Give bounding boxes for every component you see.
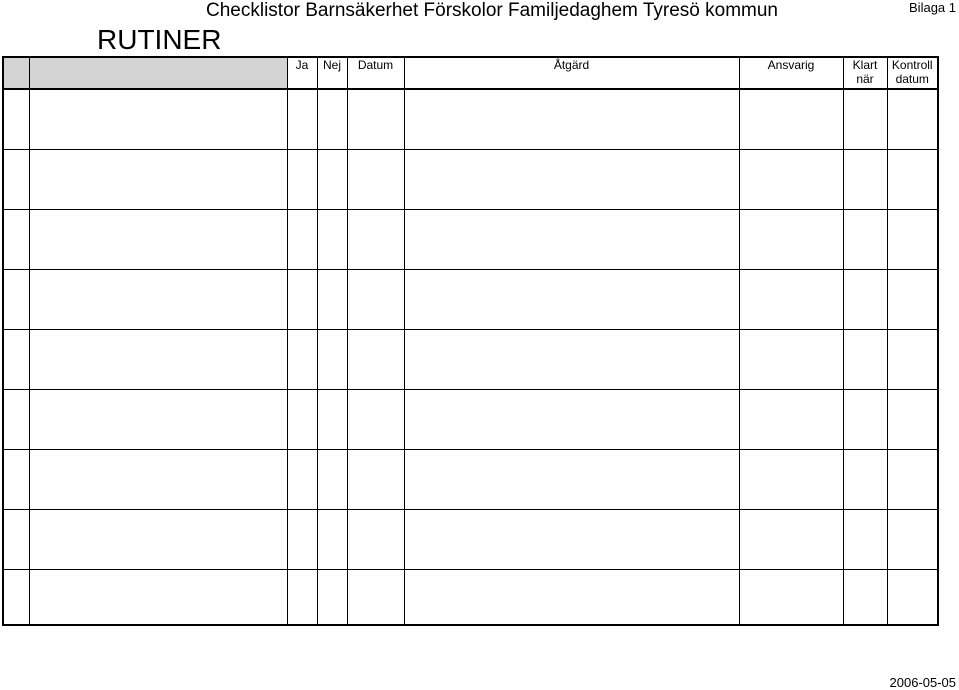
index-cell[interactable] [3,150,29,210]
table-row [3,570,938,626]
ja-cell[interactable] [287,450,317,510]
item-cell[interactable] [29,210,287,270]
ansvarig-cell[interactable] [739,510,843,570]
atgard-cell[interactable] [404,150,739,210]
ja-cell[interactable] [287,270,317,330]
ansvarig-cell[interactable] [739,270,843,330]
column-label: Nej [322,58,341,72]
nej-cell[interactable] [317,450,347,510]
datum-cell[interactable] [347,150,404,210]
item-cell[interactable] [29,89,287,150]
ansvarig-cell[interactable] [739,210,843,270]
atgard-cell[interactable] [404,510,739,570]
nej-cell[interactable] [317,330,347,390]
kontroll-datum-cell[interactable] [887,150,938,210]
kontroll-datum-cell[interactable] [887,570,938,626]
klart-nar-cell[interactable] [843,270,887,330]
table-row [3,210,938,270]
kontroll-datum-cell[interactable] [887,330,938,390]
klart-nar-cell[interactable] [843,210,887,270]
datum-cell[interactable] [347,510,404,570]
section-heading: RUTINER [97,24,222,55]
klart-nar-cell[interactable] [843,89,887,150]
ansvarig-cell[interactable] [739,330,843,390]
column-label: Datum [357,58,394,72]
index-cell[interactable] [3,570,29,626]
ja-cell[interactable] [287,89,317,150]
index-cell[interactable] [3,330,29,390]
ja-cell[interactable] [287,210,317,270]
datum-cell[interactable] [347,210,404,270]
kontroll-datum-cell[interactable] [887,390,938,450]
table-row [3,89,938,150]
table-row [3,150,938,210]
nej-cell[interactable] [317,150,347,210]
column-header-klart-nar [843,57,887,89]
table-row [3,270,938,330]
datum-cell[interactable] [347,450,404,510]
ansvarig-cell[interactable] [739,450,843,510]
column-header-ansvarig [739,57,843,89]
ja-cell[interactable] [287,330,317,390]
index-cell[interactable] [3,510,29,570]
kontroll-datum-cell[interactable] [887,450,938,510]
nej-cell[interactable] [317,510,347,570]
ansvarig-cell[interactable] [739,570,843,626]
ja-cell[interactable] [287,510,317,570]
kontroll-datum-cell[interactable] [887,270,938,330]
index-cell[interactable] [3,390,29,450]
index-cell[interactable] [3,450,29,510]
index-cell[interactable] [3,210,29,270]
ja-cell[interactable] [287,570,317,626]
ja-cell[interactable] [287,150,317,210]
atgard-cell[interactable] [404,570,739,626]
atgard-cell[interactable] [404,390,739,450]
item-cell[interactable] [29,390,287,450]
table-header-row [3,57,938,89]
table-row [3,390,938,450]
klart-nar-cell[interactable] [843,330,887,390]
index-cell[interactable] [3,89,29,150]
index-cell[interactable] [3,270,29,330]
datum-cell[interactable] [347,570,404,626]
header-blank-index [3,57,29,89]
ansvarig-cell[interactable] [739,390,843,450]
nej-cell[interactable] [317,89,347,150]
column-label: datum [895,72,929,86]
nej-cell[interactable] [317,390,347,450]
column-label: Åtgärd [553,58,590,72]
column-label: Ansvarig [767,58,815,72]
kontroll-datum-cell[interactable] [887,89,938,150]
klart-nar-cell[interactable] [843,450,887,510]
klart-nar-cell[interactable] [843,150,887,210]
table-row [3,510,938,570]
atgard-cell[interactable] [404,210,739,270]
document-date: 2006-05-05 [889,675,956,690]
datum-cell[interactable] [347,330,404,390]
klart-nar-cell[interactable] [843,570,887,626]
item-cell[interactable] [29,450,287,510]
column-header-nej [317,57,347,89]
datum-cell[interactable] [347,89,404,150]
ansvarig-cell[interactable] [739,89,843,150]
klart-nar-cell[interactable] [843,510,887,570]
item-cell[interactable] [29,270,287,330]
kontroll-datum-cell[interactable] [887,210,938,270]
nej-cell[interactable] [317,210,347,270]
ansvarig-cell[interactable] [739,150,843,210]
column-header-ja [287,57,317,89]
table-row [3,450,938,510]
datum-cell[interactable] [347,270,404,330]
atgard-cell[interactable] [404,89,739,150]
atgard-cell[interactable] [404,330,739,390]
nej-cell[interactable] [317,570,347,626]
nej-cell[interactable] [317,270,347,330]
table-row [3,330,938,390]
column-header-atgard [404,57,739,89]
column-label: Kontroll [891,58,933,72]
item-cell[interactable] [29,150,287,210]
item-cell[interactable] [29,510,287,570]
document-title: Checklistor Barnsäkerhet Förskolor Familjedaghem Tyresö kommun [206,0,778,21]
column-label: Klart [852,58,878,72]
attachment-label: Bilaga 1 [909,0,956,15]
datum-cell[interactable] [347,390,404,450]
column-label: när [856,72,874,86]
ja-cell[interactable] [287,390,317,450]
atgard-cell[interactable] [404,270,739,330]
column-label: Ja [295,58,309,72]
item-cell[interactable] [29,330,287,390]
item-cell[interactable] [29,570,287,626]
kontroll-datum-cell[interactable] [887,510,938,570]
column-header-kontroll-datum [887,57,938,89]
klart-nar-cell[interactable] [843,390,887,450]
column-header-datum [347,57,404,89]
header-blank-item [29,57,287,89]
checklist-table [2,56,939,626]
atgard-cell[interactable] [404,450,739,510]
